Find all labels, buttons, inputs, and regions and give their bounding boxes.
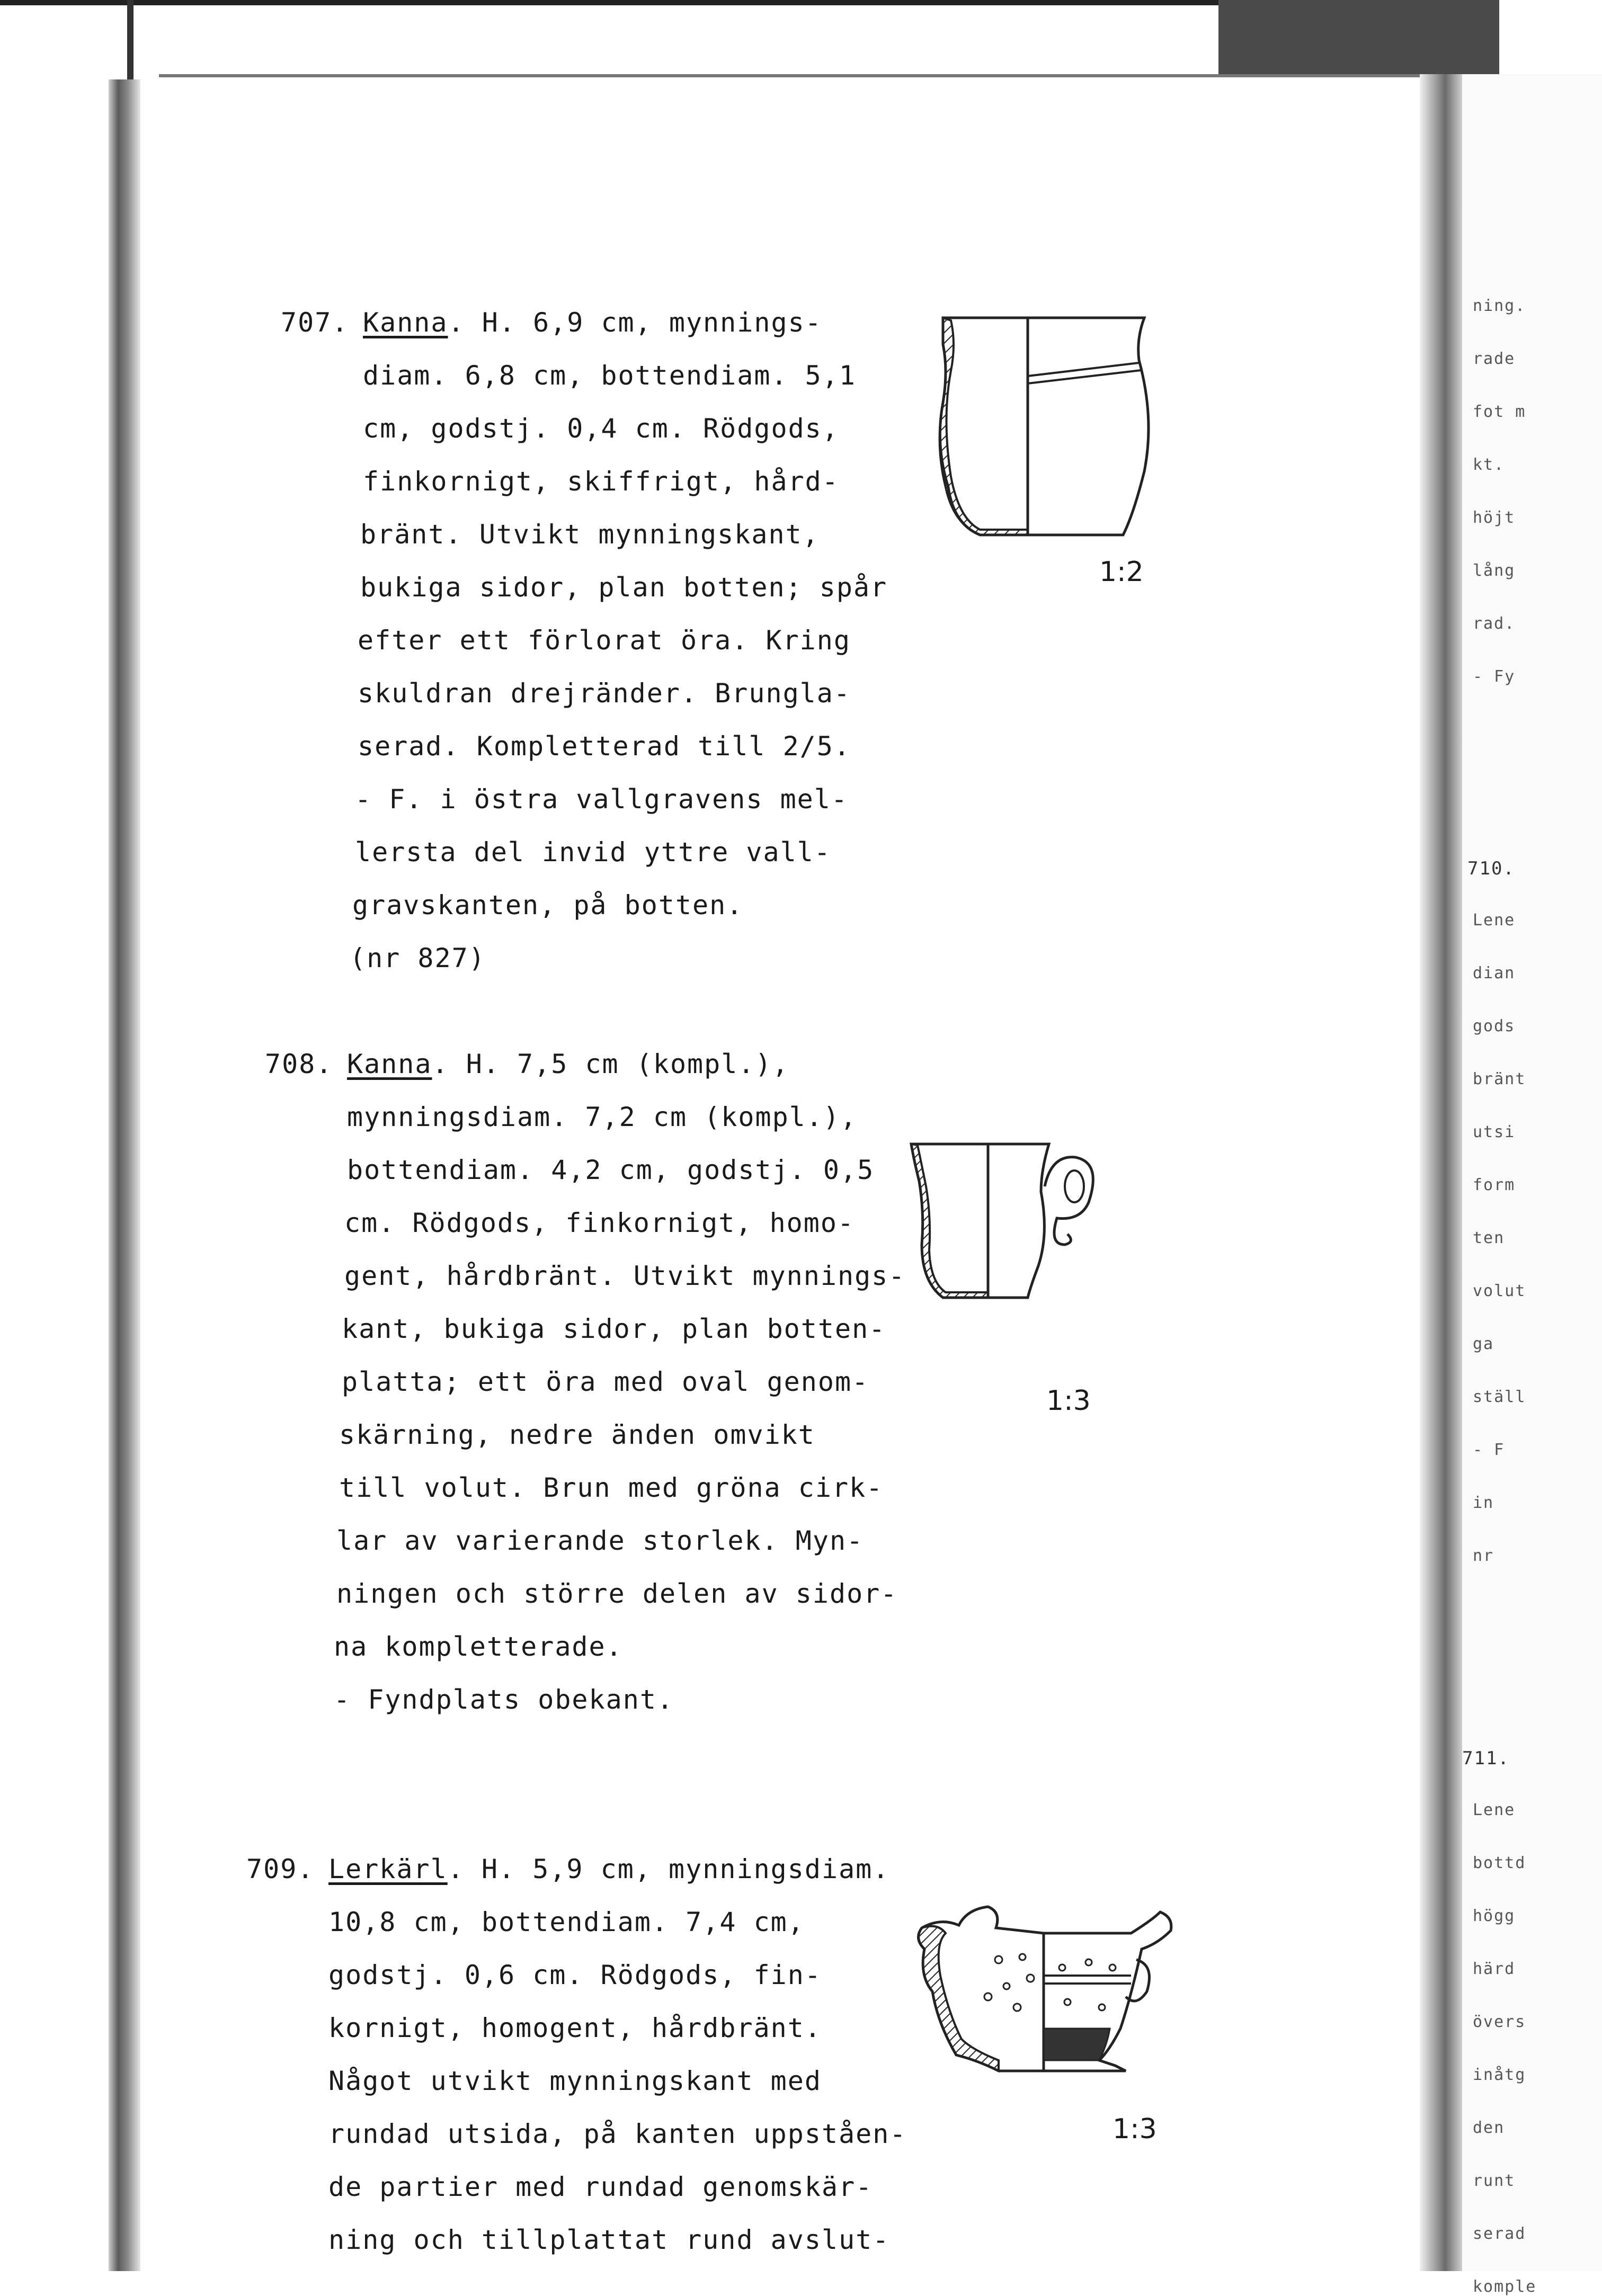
facing-page-fragment: runt	[1473, 2172, 1516, 2190]
entry-707-line: finkornigt, skiffrigt, hård-	[363, 466, 839, 497]
entry-707-line: skuldran drejränder. Brungla-	[358, 678, 851, 709]
facing-page-fragment: serad	[1473, 2224, 1526, 2243]
facing-page-fragment: gods	[1473, 1017, 1516, 1035]
entry-708-line: - Fyndplats obekant.	[334, 1684, 674, 1715]
facing-page-fragment: övers	[1473, 2013, 1526, 2031]
facing-page-fragment: höjt	[1473, 508, 1516, 527]
entry-707-first-line-rest: . H. 6,9 cm, mynnings-	[448, 307, 822, 338]
vessel-709-drawing	[909, 1901, 1184, 2076]
entry-709-first-line	[328, 1854, 889, 1884]
facing-page-fragment: form	[1473, 1176, 1516, 1194]
entry-708-line: bottendiam. 4,2 cm, godstj. 0,5	[347, 1155, 875, 1185]
facing-page-fragment: bottd	[1473, 1854, 1526, 1872]
entry-708-line: ningen och större delen av sidor-	[336, 1578, 898, 1609]
entry-707-line: cm, godstj. 0,4 cm. Rödgods,	[363, 413, 839, 444]
facing-page-fragment: - F	[1473, 1441, 1505, 1459]
facing-page-fragment: ställ	[1473, 1388, 1526, 1406]
entry-708-first-line	[347, 1049, 789, 1079]
facing-page-fragment: den	[1473, 2119, 1505, 2137]
entry-number-708: 708.	[265, 1049, 333, 1079]
facing-page-fragment: fot m	[1473, 403, 1526, 421]
entry-707-line: efter ett förlorat öra. Kring	[358, 625, 851, 656]
entry-709-first-line-rest: . H. 5,9 cm, mynningsdiam.	[447, 1854, 890, 1884]
facing-page-fragment: inåtg	[1473, 2066, 1526, 2084]
scan-top-right-shadow	[1218, 0, 1499, 74]
scale-label-707: 1:2	[1099, 556, 1144, 588]
entry-number-709: 709.	[246, 1854, 315, 1884]
facing-page-fragment: bränt	[1473, 1070, 1526, 1088]
facing-page-fragment: in	[1473, 1494, 1494, 1512]
facing-page-fragment: ga	[1473, 1335, 1494, 1353]
facing-page-fragment: Lene	[1473, 1801, 1516, 1819]
entry-number-707: 707.	[281, 307, 349, 338]
entry-707-line: gravskanten, på botten.	[352, 890, 744, 921]
entry-707-line: - F. i östra vallgravens mel-	[355, 784, 848, 815]
facing-entry-number: 711.	[1462, 1748, 1510, 1769]
entry-708-line: gent, hårdbränt. Utvikt mynnings-	[344, 1261, 906, 1291]
facing-page-fragment: kt.	[1473, 455, 1505, 474]
facing-page-fragment: härd	[1473, 1960, 1516, 1978]
entry-708-line: skärning, nedre änden omvikt	[339, 1419, 815, 1450]
facing-page-fragment: - Fy	[1473, 667, 1516, 686]
entry-708-heading: Kanna	[347, 1049, 432, 1079]
facing-page	[1462, 74, 1602, 2296]
entry-709-line: ning och tillplattat rund avslut-	[328, 2224, 890, 2255]
facing-page-fragment: högg	[1473, 1907, 1516, 1925]
facing-page-fragment: komple	[1473, 2277, 1537, 2296]
entry-708-line: na kompletterade.	[334, 1631, 623, 1662]
entry-709-line: 10,8 cm, bottendiam. 7,4 cm,	[328, 1907, 805, 1937]
entry-707-line: bukiga sidor, plan botten; spår	[360, 572, 888, 603]
scan-right-binding	[1420, 74, 1462, 2271]
entry-709-line: kornigt, homogent, hårdbränt.	[328, 2013, 822, 2043]
facing-page-fragment: rad.	[1473, 614, 1516, 633]
facing-page-fragment: utsi	[1473, 1123, 1516, 1141]
facing-page-fragment: ning.	[1473, 297, 1526, 315]
facing-page-fragment: rade	[1473, 350, 1516, 368]
facing-page-fragment: dian	[1473, 964, 1516, 982]
scan-top-border	[0, 0, 1218, 37]
entry-707-line: diam. 6,8 cm, bottendiam. 5,1	[363, 360, 856, 391]
facing-page-fragment: volut	[1473, 1282, 1526, 1300]
entry-708-line: platta; ett öra med oval genom-	[342, 1366, 869, 1397]
entry-707-line: (nr 827)	[350, 943, 486, 973]
facing-page-fragment: Lene	[1473, 911, 1516, 930]
entry-707-line: serad. Kompletterad till 2/5.	[358, 731, 851, 762]
entry-709-line: godstj. 0,6 cm. Rödgods, fin-	[328, 1960, 822, 1990]
entry-707-line: bränt. Utvikt mynningskant,	[360, 519, 820, 550]
facing-page-fragment: lång	[1473, 561, 1516, 580]
entry-708-line: cm. Rödgods, finkornigt, homo-	[344, 1208, 855, 1238]
scale-label-709: 1:3	[1112, 2113, 1157, 2145]
scan-left-edge	[127, 0, 134, 85]
facing-page-fragment: nr	[1473, 1547, 1494, 1565]
scan-left-binding	[109, 79, 140, 2271]
scale-label-708: 1:3	[1046, 1385, 1091, 1417]
entry-708-line: lar av varierande storlek. Myn-	[336, 1525, 864, 1556]
vessel-708-drawing	[906, 1139, 1128, 1303]
catalogue-page	[140, 79, 1420, 2271]
facing-entry-number: 710.	[1467, 858, 1515, 879]
entry-709-line: rundad utsida, på kanten uppståen-	[328, 2119, 907, 2149]
entry-708-first-line-rest: . H. 7,5 cm (kompl.),	[432, 1049, 789, 1079]
entry-707-heading: Kanna	[363, 307, 448, 338]
entry-707-line: lersta del invid yttre vall-	[355, 837, 831, 868]
facing-page-fragment: ten	[1473, 1229, 1505, 1247]
entry-708-line: till volut. Brun med gröna cirk-	[339, 1472, 884, 1503]
entry-707-first-line	[363, 307, 822, 338]
entry-708-line: kant, bukiga sidor, plan botten-	[342, 1314, 886, 1344]
entry-709-heading: Lerkärl	[328, 1854, 448, 1884]
scan-top-line	[159, 74, 1430, 77]
vessel-707-drawing	[922, 312, 1160, 540]
entry-709-line: Något utvikt mynningskant med	[328, 2066, 822, 2096]
entry-708-line: mynningsdiam. 7,2 cm (kompl.),	[347, 1102, 858, 1132]
entry-709-line: de partier med rundad genomskär-	[328, 2172, 873, 2202]
